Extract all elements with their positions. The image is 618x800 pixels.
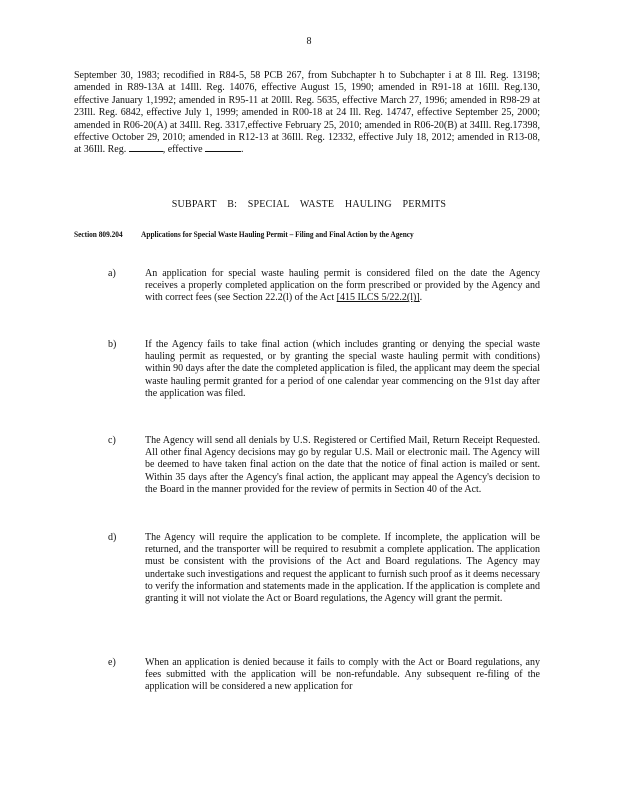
- subsection-text: The Agency will require the application to be complete. If incomplete, the application will be returned, and the transporter will be required to resubmit a complete application. The application must be consistent with the provisions of the Act and Board regulations. The Agency may undertake such investigations and request the applicant to furnish such proof as it deems necessary to verify the information and statements made in the application. If the application is complete and granting it will not violate the Act or Board regulations, the Agency will grant the permit.: [145, 532, 540, 605]
- subsection-text: If the Agency fails to take final action (which includes granting or denying the special waste hauling permit as requested, or by granting the special waste hauling permit with conditions) within 90 days after the date the completed application is filed, the applicant may deem the special waste hauling permit granted for a period of one calendar year commencing on the 91st day after the application was filed.: [145, 339, 540, 399]
- subsection-letter: d): [108, 532, 117, 543]
- subsection-body: An application for special waste hauling permit is considered filed on the date the Agency receives a properly completed application on the form prescribed or provided by the Agency and with correct fees (see Section 22.2(l) of the Act: [145, 268, 540, 304]
- history-effective-label: , effective: [162, 144, 203, 156]
- subsection-period: .: [419, 292, 423, 304]
- section-number: Section 809.204: [74, 230, 123, 239]
- subsection-text: When an application is denied because it fails to comply with the Act or Board regulations, any fees submitted with the application will be non-refundable. Any subsequent re-filing of the application will be considered a new application for: [145, 657, 540, 693]
- subsection-letter: e): [108, 657, 116, 668]
- section-heading: [74, 229, 503, 240]
- statute-citation: [415 ILCS 5/22.2(l)]: [336, 292, 420, 304]
- subsection-text: The Agency will send all denials by U.S. Registered or Certified Mail, Return Receipt Requested. All other final Agency decisions may go by regular U.S. Mail or electronic mail. The Agency will be deemed to have taken final action on the date that the notice of final action is mailed or sent. Within 35 days after the Agency's final action, the applicant may appeal the Agency's decision to the Board in the manner provided for the review of permits in Section 40 of the Act.: [145, 435, 540, 495]
- subsection-letter: c): [108, 435, 116, 446]
- subsection-letter: a): [108, 268, 116, 279]
- page-number: 8: [306, 36, 312, 47]
- subsection-text: [145, 268, 540, 305]
- subsection-letter: b): [108, 339, 117, 350]
- section-title: Applications for Special Waste Hauling Permit – Filing and Final Action by the Agency: [141, 230, 414, 239]
- blank-line: [129, 151, 163, 152]
- history-text: September 30, 1983; recodified in R84-5, 58 PCB 267, from Subchapter h to Subchapter i at 8 Ill. Reg. 13198; amended in R89-13A at 14Ill. Reg. 14076, effective August 15, 1990; amended in R91-18 at 16Ill. Reg.130, effective January 1,1992; amended in R95-11 at 20Ill. Reg. 5635, effective March 27, 1996; amended in R98-29 at 23Ill. Reg. 6842, effective July 1, 1999; amended in R00-18 at 24 Ill. Reg. 14747, effective September 25, 2000; amended in R06-20(A) at 34Ill. Reg. 3317,effective February 25, 2010; amended in R06-20(B) at 34Ill. Reg.17398, effective October 29, 2010; amended in R12-13 at 36Ill. Reg. 12332, effective July 18, 2012; amended in R13-08, at 36Ill. Reg.: [74, 70, 540, 156]
- history-period: .: [241, 144, 244, 156]
- blank-line: [205, 151, 241, 152]
- subpart-heading: SUBPART B: SPECIAL WASTE HAULING PERMITS: [171, 199, 447, 210]
- source-history-note: [74, 70, 540, 157]
